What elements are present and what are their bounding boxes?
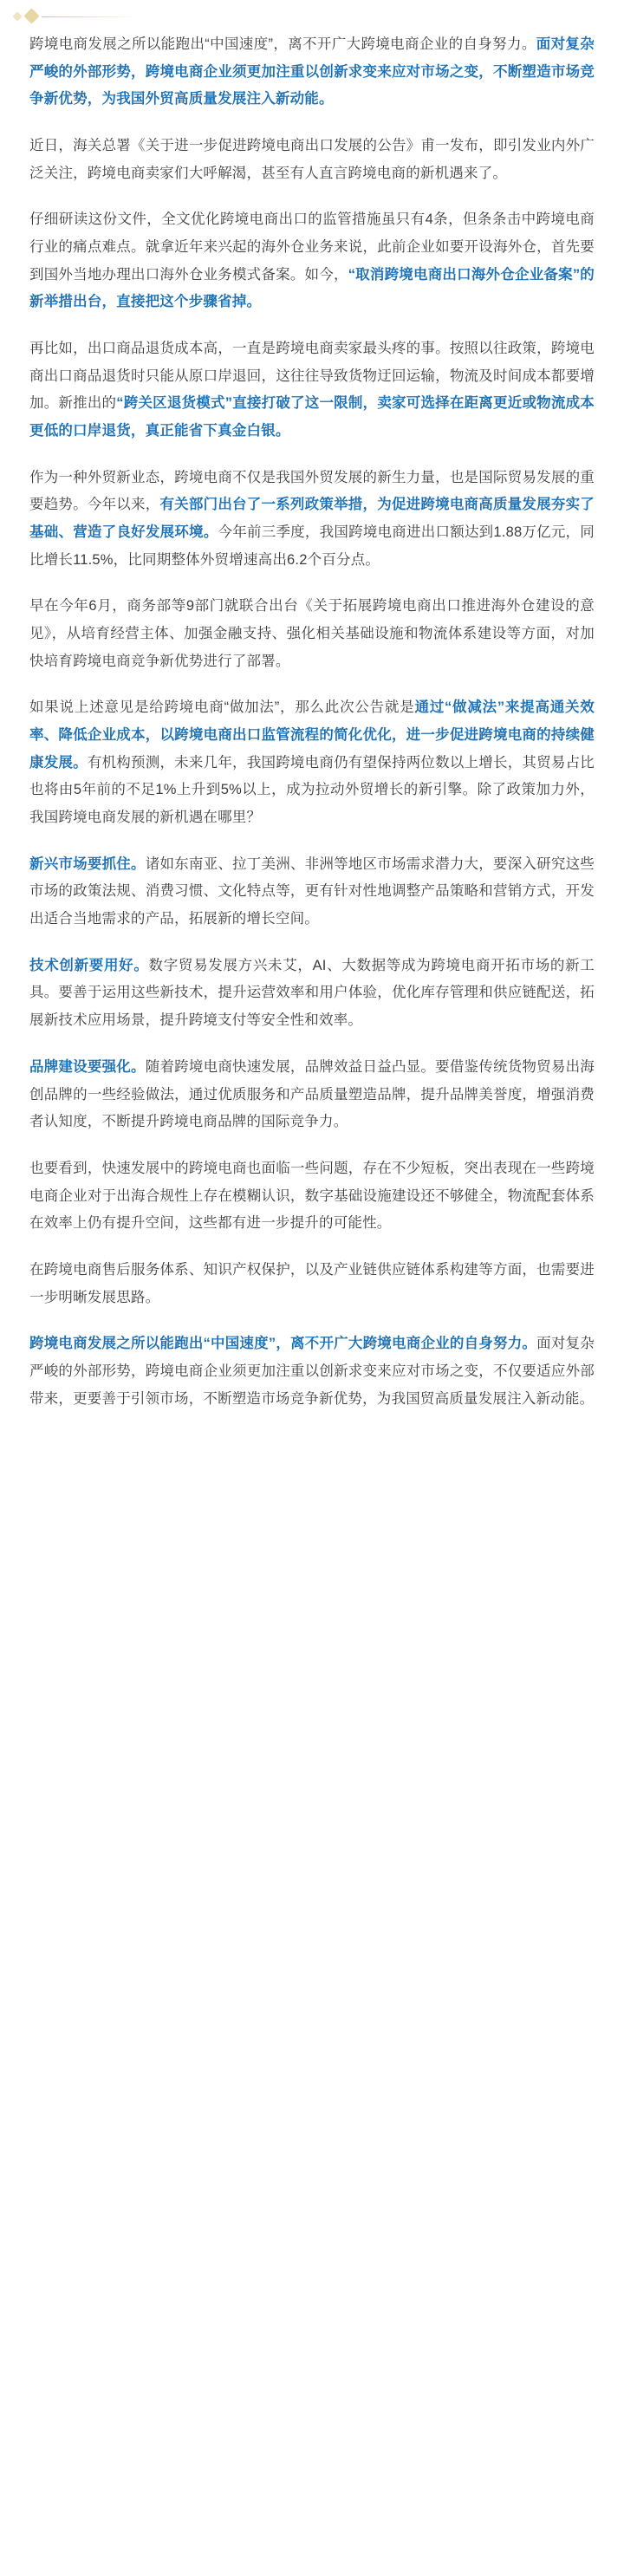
article-paragraph — [29, 1330, 595, 1413]
body-text: 跨境电商发展之所以能跑出“中国速度”，离不开广大跨境电商企业的自身努力。 — [29, 36, 536, 52]
body-text: 今年前三季度，我国跨境电商进出口额达到1.88万亿元，同比增长11.5%，比同期整体外贸增速高出6.2个百分点。 — [29, 524, 595, 568]
highlighted-text: “取消跨境电商出口海外仓企业备案”的新举措出台，直接把这个步骤省掉。 — [29, 266, 595, 310]
body-text: 早在今年6月，商务部等9部门就联合出台《关于拓展跨境电商出口推进海外仓建设的意见》，从培育经营主体、加强金融支持、强化相关基础设施和物流体系建设等方面，对加快培育跨境电商竞争新优势进行了部署。 — [29, 598, 595, 669]
article-paragraph — [29, 694, 595, 831]
article-paragraph — [29, 1054, 595, 1136]
body-text: 在跨境电商售后服务体系、知识产权保护，以及产业链供应链体系构建等方面，也需要进一步明晰发展思路。 — [29, 1261, 595, 1305]
highlighted-text: 通过“做减法”来提高通关效率、降低企业成本，以跨境电商出口监管流程的简化优化，进一步促进跨境电商的持续健康发展。 — [29, 699, 595, 771]
body-text: 近日，海关总署《关于进一步促进跨境电商出口发展的公告》甫一发布，即引发业内外广泛关注，跨境电商卖家们大呼解渴，甚至有人直言跨境电商的新机遇来了。 — [29, 138, 595, 181]
article-paragraph — [29, 851, 595, 933]
body-text: 诸如东南亚、拉丁美洲、非洲等地区市场需求潜力大，要深入研究这些市场的政策法规、消费习惯、文化特点等，更有针对性地调整产品策略和营销方式，开发出适合当地需求的产品，拓展新的增长空间。 — [29, 855, 595, 927]
article-paragraph — [29, 31, 595, 114]
highlighted-text: “跨关区退货模式”直接打破了这一限制，卖家可选择在距离更近或物流成本更低的口岸退货，真正能省下真金白银。 — [29, 395, 595, 439]
body-text: 如果说上述意见是给跨境电商“做加法”，那么此次公告就是 — [29, 699, 415, 716]
ornament-rule — [42, 16, 139, 17]
highlighted-text: 新兴市场要抓住。 — [29, 855, 146, 872]
body-text: 有机构预测，未来几年，我国跨境电商仍有望保持两位数以上增长，其贸易占比也将由5年前的不足1%上升到5%以上，成为拉动外贸增长的新引擎。除了政策加力外，我国跨境电商发展的新机遇在哪里？ — [29, 754, 595, 826]
article-paragraph — [29, 465, 595, 575]
article-paragraph — [29, 206, 595, 316]
article-paragraph — [29, 335, 595, 446]
body-text: 再比如，出口商品退货成本高，一直是跨境电商卖家最头疼的事。按照以往政策，跨境电商出口商品退货时只能从原口岸退回，这往往导致货物迂回运输，物流及时间成本都要增加。新推出的 — [29, 341, 595, 412]
article-paragraph — [29, 1257, 595, 1311]
body-text: 随着跨境电商快速发展，品牌效益日益凸显。要借鉴传统货物贸易出海创品牌的一些经验做法，通过优质服务和产品质量塑造品牌，提升品牌美誉度，增强消费者认知度，不断提升跨境电商品牌的国际竞争力。 — [29, 1058, 595, 1130]
body-text: 数字贸易发展方兴未艾，AI、大数据等成为跨境电商开拓市场的新工具。要善于运用这些新技术，提升运营效率和用户体验，优化库存管理和供应链配送，拓展新技术应用场景，提升跨境支付等安全性和效率。 — [29, 957, 595, 1029]
highlighted-text: 有关部门出台了一系列政策举措，为促进跨境电商高质量发展夯实了基础、营造了良好发展环境。 — [29, 497, 595, 541]
article-body — [29, 19, 595, 1413]
body-text: 面对复杂严峻的外部形势，跨境电商企业须更加注重以创新求变来应对市场之变，不仅要适应外部带来，更要善于引领市场，不断塑造市场竞争新优势，为我国贸高质量发展注入新动能。 — [29, 1336, 595, 1407]
body-text: 也要看到，快速发展中的跨境电商也面临一些问题，存在不少短板，突出表现在一些跨境电商企业对于出海合规性上存在模糊认识，数字基础设施建设还不够健全，物流配套体系在效率上仍有提升空间，这些都有进一步提升的可能性。 — [29, 1160, 595, 1232]
body-text: 作为一种外贸新业态，跨境电商不仅是我国外贸发展的新生力量，也是国际贸易发展的重要趋势。今年以来， — [29, 469, 595, 513]
highlighted-text: 技术创新要用好。 — [29, 957, 149, 973]
body-text: 仔细研读这份文件，全文优化跨境电商出口的监管措施虽只有4条，但条条击中跨境电商行业的痛点难点。就拿近年来兴起的海外仓业务来说，此前企业如要开设海外仓，首先要到国外当地办理出口海外仓业务模式备案。如今， — [29, 211, 595, 283]
highlighted-text: 品牌建设要强化。 — [29, 1058, 146, 1075]
highlighted-text: 跨境电商发展之所以能跑出“中国速度”，离不开广大跨境电商企业的自身努力。 — [29, 1336, 537, 1352]
article-paragraph — [29, 133, 595, 187]
ornament-diamond-small-icon — [12, 11, 22, 21]
article-paragraph — [29, 593, 595, 675]
highlighted-text: 面对复杂严峻的外部形势，跨境电商企业须更加注重以创新求变来应对市场之变，不断塑造市场竞争新优势，为我国外贸高质量发展注入新动能。 — [29, 36, 595, 107]
article-paragraph — [29, 1155, 595, 1238]
article-paragraph — [29, 953, 595, 1035]
